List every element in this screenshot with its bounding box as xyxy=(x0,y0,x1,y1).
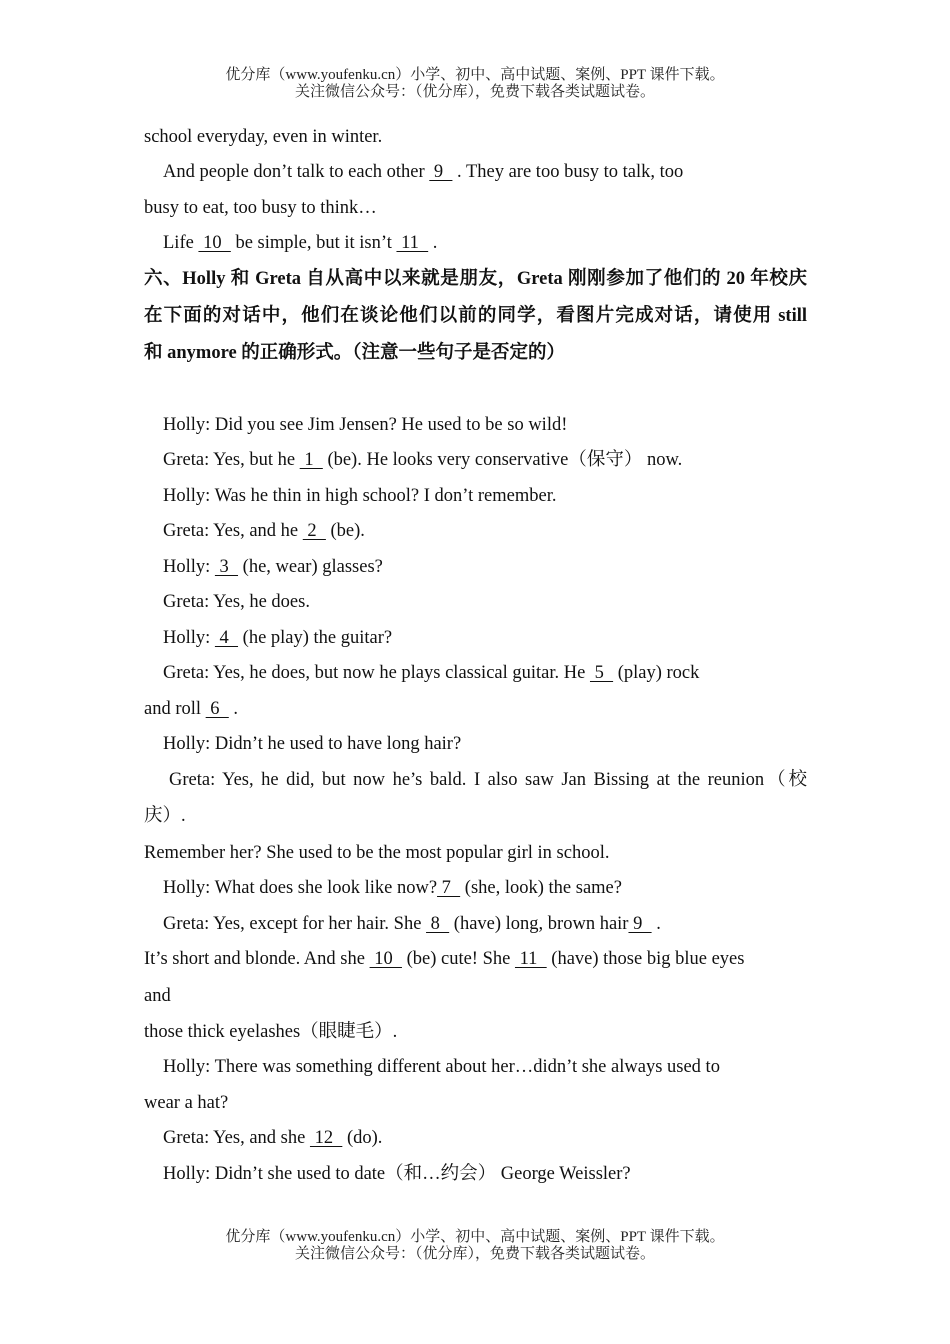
dialogue-line: Greta: Yes, but he 1 (be). He looks very conservative（保守） now. xyxy=(163,450,683,470)
blank-5: 5 xyxy=(589,663,614,683)
blank-1: 1 xyxy=(299,450,323,470)
dialogue-line: 庆）. xyxy=(144,806,186,826)
dialogue-line: those thick eyelashes（眼睫毛）. xyxy=(144,1022,398,1042)
blank-12: 12 xyxy=(309,1128,343,1148)
dialogue-line: Remember her? She used to be the most popular girl in school. xyxy=(144,843,610,863)
header-line-2: 关注微信公众号：（优分库），免费下载各类试题试卷。 xyxy=(294,84,655,100)
dialogue-line: Greta: Yes, except for her hair. She 8 (have) long, brown hair 9 . xyxy=(163,914,661,934)
header-line-1: 优分库（www.youfenku.cn）小学、初中、高中试题、案例、PPT 课件下载。 xyxy=(225,67,725,83)
section-six-instruction: 和 anymore 的正确形式。（注意一些句子是否定的） xyxy=(144,343,566,363)
dialogue-line: Holly: Didn’t he used to have long hair? xyxy=(163,734,462,754)
blank-9: 9 xyxy=(429,162,453,182)
dialogue-line: Holly: Didn’t she used to date（和…约会） George Weissler? xyxy=(163,1164,631,1184)
dialogue-line: Greta: Yes, he did, but now he’s bald. I also saw Jan Bissing at the reunion（校 xyxy=(169,770,807,790)
page-header xyxy=(0,67,950,101)
blank-11: 11 xyxy=(396,233,429,253)
footer-line-1: 优分库（www.youfenku.cn）小学、初中、高中试题、案例、PPT 课件下载。 xyxy=(225,1229,725,1245)
blank-9: 9 xyxy=(628,914,652,934)
dialogue-line: Holly: What does she look like now? 7 (she, look) the same? xyxy=(163,878,622,898)
dialogue-line: Holly: Was he thin in high school? I don’t remember. xyxy=(163,486,557,506)
blank-11: 11 xyxy=(514,949,547,969)
passage-line: busy to eat, too busy to think… xyxy=(144,198,377,218)
dialogue-line: Holly: Did you see Jim Jensen? He used to be so wild! xyxy=(163,415,568,435)
blank-10: 10 xyxy=(369,949,402,969)
dialogue-line: Greta: Yes, he does. xyxy=(163,592,310,612)
dialogue-line: Holly: 3 (he, wear) glasses? xyxy=(163,557,383,577)
blank-7: 7 xyxy=(437,878,461,898)
passage-line: school everyday, even in winter. xyxy=(144,127,383,147)
dialogue-line: Holly: 4 (he play) the guitar? xyxy=(163,628,393,648)
blank-8: 8 xyxy=(426,914,450,934)
blank-10: 10 xyxy=(198,233,231,253)
dialogue-line: It’s short and blonde. And she 10 (be) cute! She 11 (have) those big blue eyes xyxy=(144,949,745,969)
section-six-instruction: 六、Holly 和 Greta 自从高中以来就是朋友，Greta 刚刚参加了他们的 20 年校庆 xyxy=(144,269,807,289)
dialogue-line: Greta: Yes, he does, but now he plays classical guitar. He 5 (play) rock xyxy=(163,663,700,683)
blank-2: 2 xyxy=(302,521,326,541)
passage-line: Life 10 be simple, but it isn’t 11 . xyxy=(163,233,438,253)
dialogue-line: Greta: Yes, and she 12 (do). xyxy=(163,1128,383,1148)
dialogue-line: and xyxy=(144,986,171,1006)
passage-line: And people don’t talk to each other 9 . They are too busy to talk, too xyxy=(163,162,684,182)
dialogue-line: Holly: There was something different about her…didn’t she always used to xyxy=(163,1057,720,1077)
footer-line-2: 关注微信公众号：（优分库），免费下载各类试题试卷。 xyxy=(294,1246,655,1262)
dialogue-line: and roll 6 . xyxy=(144,699,239,719)
dialogue-line: Greta: Yes, and he 2 (be). xyxy=(163,521,365,541)
blank-4: 4 xyxy=(214,628,239,648)
blank-3: 3 xyxy=(214,557,239,577)
section-six-instruction: 在下面的对话中，他们在谈论他们以前的同学，看图片完成对话，请使用 still xyxy=(144,306,807,326)
dialogue-line: wear a hat? xyxy=(144,1093,229,1113)
page-footer xyxy=(0,1229,950,1263)
blank-6: 6 xyxy=(205,699,229,719)
